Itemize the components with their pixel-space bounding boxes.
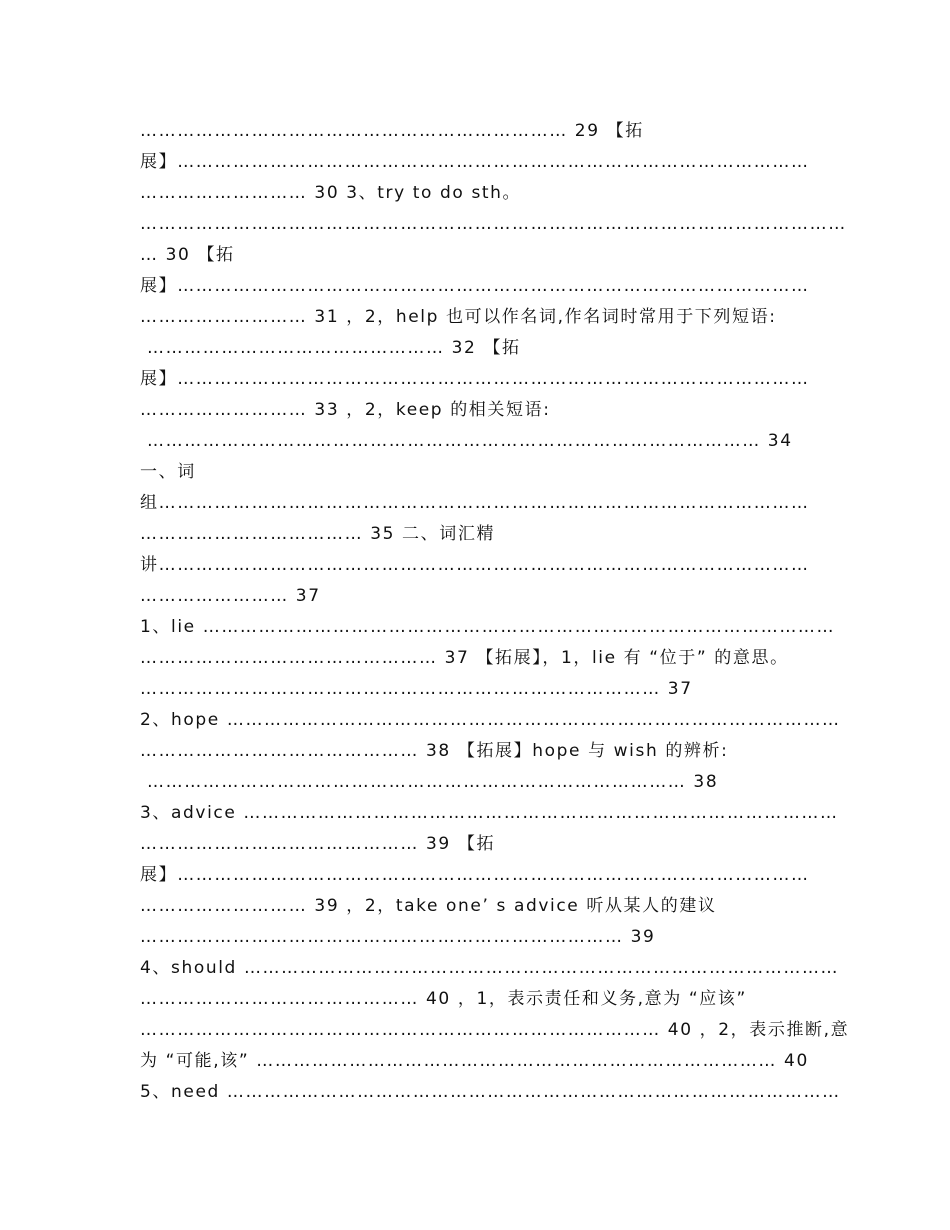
toc-line: …………………………………………………………………… 39 — [140, 927, 656, 947]
toc-line: …………………… 37 — [140, 586, 321, 606]
toc-line: 展】………………………………………………………………………………………… — [140, 369, 810, 389]
toc-line: ……………………… 33 ，2，keep 的相关短语: — [140, 400, 551, 420]
toc-line: 1、lie ………………………………………………………………………………………… — [140, 617, 836, 637]
toc-line: ………………………………………… 37 【拓展】，1，lie 有 “位于” 的意思。 — [140, 648, 789, 668]
toc-line: 展】………………………………………………………………………………………… — [140, 152, 810, 172]
toc-line: …………………………………………………………………………………………………… — [140, 214, 847, 234]
toc-line: 5、need ……………………………………………………………………………………… — [140, 1082, 841, 1102]
toc-line: … 30 【拓 — [140, 245, 235, 265]
toc-line: 4、should …………………………………………………………………………………… — [140, 958, 840, 978]
toc-line: 2、hope ……………………………………………………………………………………… — [140, 710, 841, 730]
toc-line: ……………………………………… 39 【拓 — [140, 834, 496, 854]
toc-line: 展】………………………………………………………………………………………… — [140, 865, 810, 885]
toc-line: ………………………………………………………………………… 40 ，2，表示推断,意 — [140, 1020, 850, 1040]
toc-line: ……………………………………… 40 ，1，表示责任和义务,意为 “应该” — [140, 989, 747, 1009]
toc-line: 组…………………………………………………………………………………………… — [140, 493, 810, 513]
toc-line: ……………………………… 35 二、词汇精 — [140, 524, 496, 544]
toc-line: 为 “可能,该” ………………………………………………………………………… 40 — [140, 1051, 809, 1071]
toc-line: …………………………………………………………………………… 38 — [140, 772, 719, 792]
toc-line: ………………………………………… 32 【拓 — [140, 338, 521, 358]
toc-line: ……………………… 39 ，2，take one’ s advice 听从某人的建议 — [140, 896, 717, 916]
toc-line: 讲…………………………………………………………………………………………… — [140, 555, 810, 575]
toc-line: 3、advice …………………………………………………………………………………… — [140, 803, 839, 823]
toc-line: ……………………… 30 3、try to do sth。 — [140, 183, 522, 203]
toc-line: …………………………………………………………… 29 【拓 — [140, 121, 644, 141]
toc-line: ……………………………………… 38 【拓展】hope 与 wish 的辨析: — [140, 741, 729, 761]
toc-line: ……………………… 31 ，2，help 也可以作名词,作名词时常用于下列短语: — [140, 307, 777, 327]
toc-line: ………………………………………………………………………… 37 — [140, 679, 693, 699]
toc-line: 展】………………………………………………………………………………………… — [140, 276, 810, 296]
toc-line: 一、词 — [140, 462, 196, 482]
toc-line: ……………………………………………………………………………………… 34 — [140, 431, 793, 451]
